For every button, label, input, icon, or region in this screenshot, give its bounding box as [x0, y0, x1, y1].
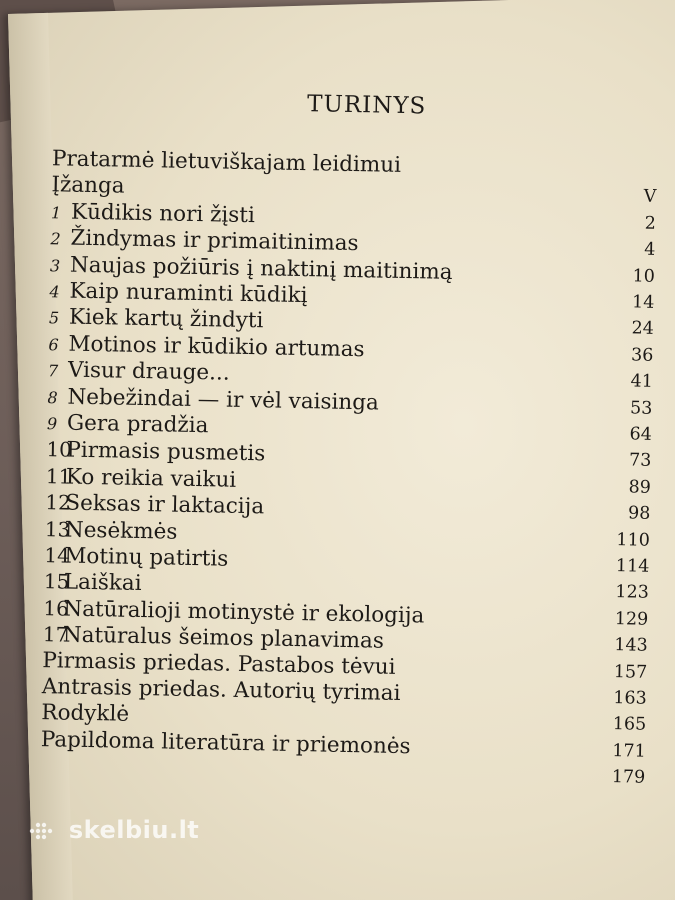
- toc-entry-number: 13: [44, 516, 71, 542]
- toc-entry-title: Rodyklė: [41, 700, 130, 728]
- toc-entry-page: 143: [614, 635, 648, 656]
- toc-entry-title: Laiškai: [63, 569, 142, 597]
- dots-logo-icon: [28, 820, 56, 842]
- toc-entry-number: 2: [50, 229, 61, 249]
- toc-entry-title: Natūralioji motinystė ir ekologija: [63, 596, 425, 629]
- toc-entry-page: 10: [632, 265, 656, 287]
- toc-entry-page: 157: [613, 661, 648, 683]
- toc-entry-number: 14: [44, 543, 71, 568]
- watermark: [28, 816, 199, 844]
- toc-entry-title: Visur drauge...: [67, 357, 230, 386]
- toc-entry-number: 7: [47, 361, 59, 381]
- toc-entry-page: 41: [630, 371, 654, 392]
- toc-entry-number: 17: [42, 622, 69, 647]
- toc-title: TURINYS: [306, 91, 427, 120]
- toc-entry-page: 163: [613, 688, 647, 709]
- toc-entry-page: V: [643, 186, 657, 208]
- watermark-text: skelbiu.lt: [68, 816, 200, 844]
- toc-entry-title: Antrasis priedas. Autorių tyrimai: [41, 674, 401, 707]
- toc-entry-page: 171: [612, 740, 646, 762]
- toc-entry-title: Natūralus šeimos planavimas: [62, 622, 385, 654]
- toc-entry-title: Seksas ir laktacija: [65, 490, 265, 520]
- toc-entry-title: Motinų patirtis: [64, 543, 229, 572]
- toc-entry-page: 165: [612, 714, 647, 736]
- toc-entry-page: 110: [616, 529, 651, 551]
- toc-entry-page: 24: [631, 318, 655, 340]
- toc-entry-page: 129: [614, 608, 649, 630]
- toc-entry-title: Gera pradžia: [66, 410, 209, 439]
- toc-entry-title: Pirmasis priedas. Pastabos tėvui: [42, 647, 396, 680]
- toc-entry-title: Kaip nuraminti kūdikį: [69, 278, 308, 309]
- toc-entry-number: 12: [45, 490, 72, 515]
- toc-entry-title: Žindymas ir primaitinimas: [70, 225, 359, 257]
- toc-entry-number: 4: [49, 282, 60, 302]
- toc-entry-page: 36: [630, 345, 654, 366]
- toc-entry-number: 11: [45, 463, 72, 489]
- toc-entry-page: 179: [611, 767, 646, 788]
- toc-entry-page: 98: [627, 503, 651, 524]
- toc-entry-number: 5: [48, 308, 60, 328]
- toc-entry-page: 64: [629, 424, 653, 445]
- toc-entry-title: Kūdikis nori žįsti: [70, 199, 256, 228]
- toc-entry-title: Pirmasis pusmetis: [66, 437, 266, 467]
- toc-entry-page: 123: [615, 582, 649, 604]
- toc-entry-title: Papildoma literatūra ir priemonės: [40, 726, 411, 760]
- toc-entry-number: 6: [48, 334, 59, 355]
- toc-entry-number: 9: [46, 414, 58, 434]
- toc-entry-number: 3: [49, 255, 61, 275]
- toc-entry-title: Pratarmė lietuviškajam leidimui: [51, 146, 402, 178]
- toc-entry-title: Įžanga: [51, 172, 125, 200]
- toc-entry-page: 4: [644, 239, 656, 261]
- toc-entry-page: 14: [631, 292, 655, 313]
- toc-entry-number: 16: [43, 595, 70, 621]
- toc-entry-page: 89: [628, 477, 652, 498]
- toc-entry-page: 73: [628, 450, 652, 472]
- toc-entry-title: Nebežindai — ir vėl vaisinga: [67, 384, 380, 416]
- toc-entry-title: Nesėkmės: [64, 517, 178, 545]
- toc-entry-number: 10: [46, 437, 73, 463]
- toc-entry-title: Motinos ir kūdikio artumas: [68, 331, 365, 363]
- toc-entry-number: 8: [47, 387, 58, 407]
- toc-entry-title: Ko reikia vaikui: [65, 464, 237, 493]
- toc-entry-number: 1: [50, 203, 62, 223]
- toc-entry-number: 15: [43, 569, 70, 595]
- toc-entry-title: Naujas požiūris į naktinį maitinimą: [69, 252, 453, 285]
- toc-entry-page: 2: [644, 213, 657, 234]
- toc-entry-title: Kiek kartų žindyti: [68, 304, 264, 334]
- toc-entry-page: 53: [629, 397, 653, 419]
- toc-entry-page: 114: [615, 556, 650, 577]
